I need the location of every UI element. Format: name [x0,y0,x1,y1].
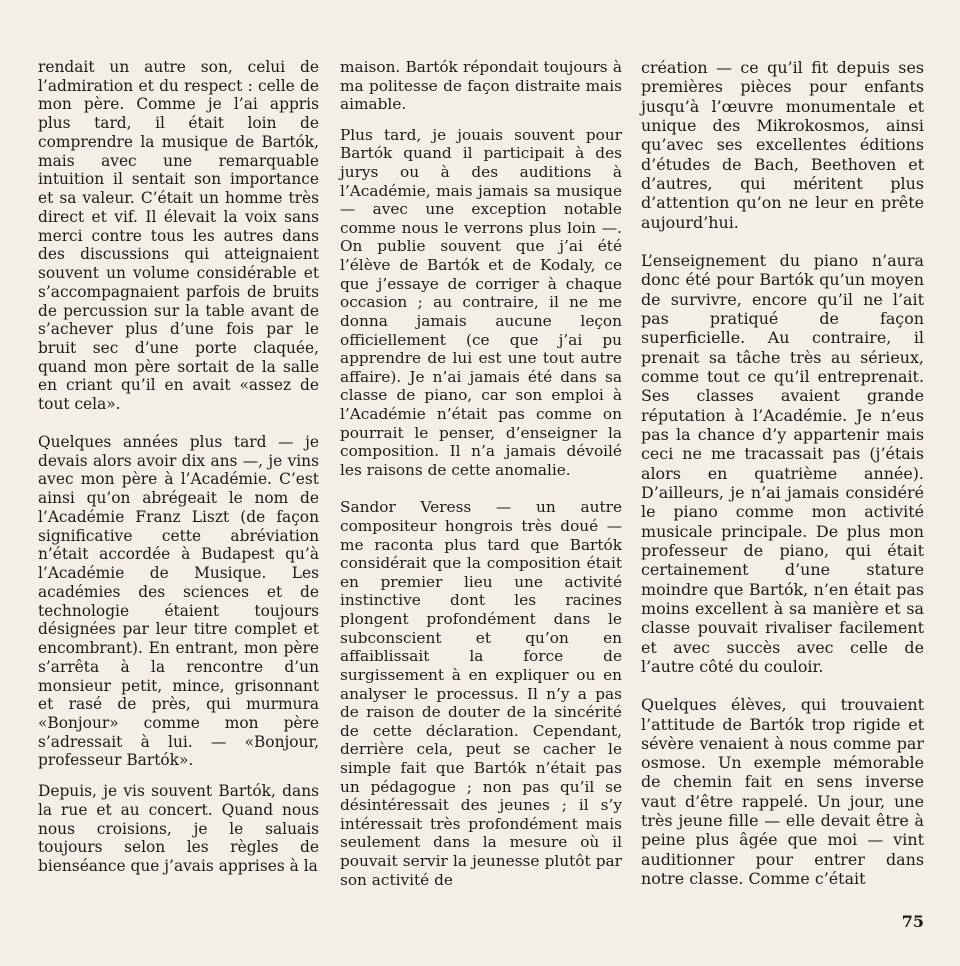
paragraph: L’enseignement du piano n’aura donc été pour Bartók qu’un moyen de survivre, encore qu’il ne l’ait pas pratiqué de façon superficielle. Au contraire, il prenait sa tâche très au sérieux, comme tout ce qu’il entreprenait. Ses classes avaient grande réputation à l’Académie. Je n’eus pas la chance d’y appartenir mais ceci ne me tracassait pas (j’étais alors en quatrième année). D’ailleurs, je n’ai jamais considéré le piano comme mon activité musicale principale. De plus mon professeur de piano, qui était certainement d’une stature moindre que Bartók, n’en était pas moins excellent à sa manière et sa classe pouvait rivaliser facilement et avec succès avec celle de l’autre côté du couloir. [641,250,924,676]
paragraph: Depuis, je vis souvent Bartók, dans la rue et au concert. Quand nous nous croisions, je le saluais toujours selon les règles de bienséance que j’avais apprises à la [38,782,319,876]
paragraph: création — ce qu’il fit depuis ses premières pièces pour enfants jusqu’à l’œuvre monumentale et unique des Mikrokosmos, ainsi qu’avec ses excellentes éditions d’études de Bach, Beethoven et d’autres, qui méritent plus d’attention qu’on ne leur en prête aujourd’hui. [641,58,924,232]
paragraph: Plus tard, je jouais souvent pour Bartók quand il participait à des jurys ou à des auditions à l’Académie, mais jamais sa musique — avec une exception notable comme nous le verrons plus loin —. On publie souvent que j’ai été l’élève de Bartók et de Kodaly, ce que j’essaye de corriger à chaque occasion ; au contraire, il ne me donna jamais aucune leçon officiellement (ce que j’ai pu apprendre de lui est une tout autre affaire). Je n’ai jamais été dans sa classe de piano, car son emploi à l’Académie n’était pas comme on pourrait le penser, d’enseigner la composition. Il n’a jamais dévoilé les raisons de cette anomalie. [340,125,622,479]
paragraph: rendait un autre son, celui de l’admiration et du respect : celle de mon père. Comme je l’ai appris plus tard, il était loin de comprendre la musique de Bartók, mais avec une remarquable intuition il sentait son importance et sa valeur. C’était un homme très direct et vif. Il élevait la voix sans merci contre tous les autres dans des discussions qui atteignaient souvent un volume considérable et s’accompagnaient parfois de bruits de percussion sur la table avant de s’achever plus d’une fois par le bruit sec d’une porte claquée, quand mon père sortait de la salle en criant qu’il en avait «assez de tout cela». [38,58,319,414]
page-number: 75 [901,912,924,931]
text-column-2 [340,58,622,889]
paragraph: Sandor Veress — un autre compositeur hongrois très doué — me raconta plus tard que Bartók considérait que la composition était en premier lieu une activité instinctive dont les racines plongent profondément dans le subconscient et qu’on en affaiblissait la force de surgissement à en expliquer ou en analyser le processus. Il n’y a pas de raison de douter de la sincérité de cette déclaration. Cependant, derrière cela, peut se cacher le simple fait que Bartók n’était pas un pédagogue ; non pas qu’il se désintéressait des jeunes ; il s’y intéressait très profondément mais seulement dans la mesure où il pouvait servir la jeunesse plutôt par son activité de [340,498,622,889]
text-column-3 [641,58,924,888]
paragraph: Quelques élèves, qui trouvaient l’attitude de Bartók trop rigide et sévère venaient à nous comme par osmose. Un exemple mémorable de chemin fait en sens inverse vaut d’être rappelé. Un jour, une très jeune fille — elle devait être à peine plus âgée que moi — vint auditionner pour entrer dans notre classe. Comme c’était [641,695,924,889]
paragraph: maison. Bartók répondait toujours à ma politesse de façon distraite mais aimable. [340,58,622,114]
text-column-1 [38,58,319,876]
paragraph: Quelques années plus tard — je devais alors avoir dix ans —, je vins avec mon père à l’Académie. C’est ainsi qu’on abrégeait le nom de l’Académie Franz Liszt (de façon significative cette abréviation n’était accordée à Budapest qu’à l’Académie de Musique. Les académies des sciences et de technologie étaient toujours désignées par leur titre complet et encombrant). En entrant, mon père s’arrêta à la rencontre d’un monsieur petit, mince, grisonnant et rasé de près, qui murmura «Bonjour» comme mon père s’adressait à lui. — «Bonjour, professeur Bartók». [38,432,319,770]
